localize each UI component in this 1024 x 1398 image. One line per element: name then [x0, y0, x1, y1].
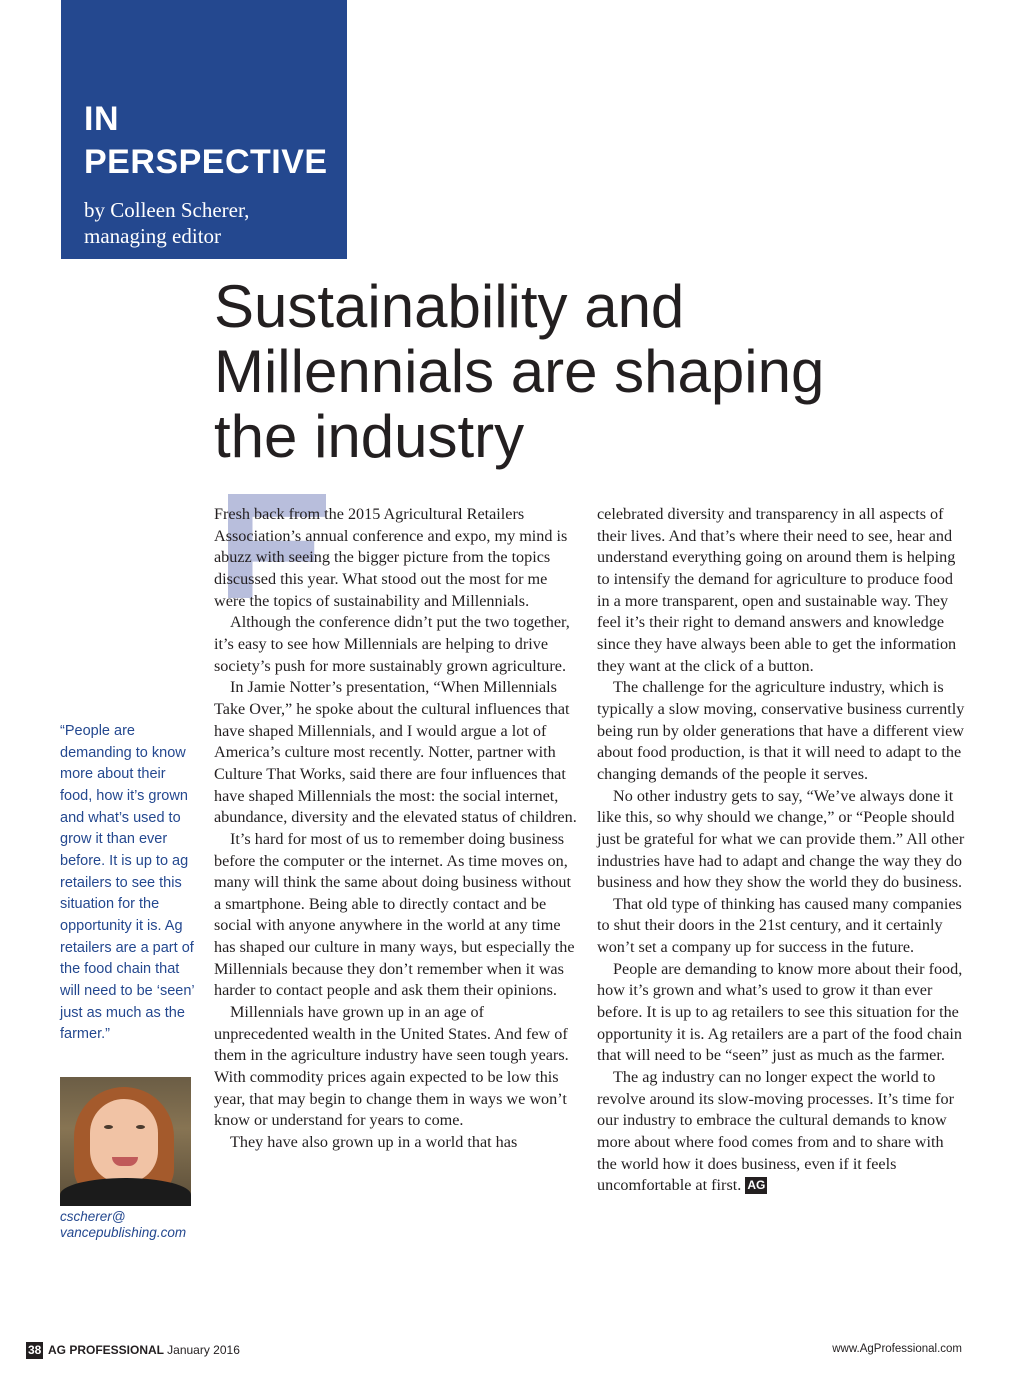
byline-author: by Colleen Scherer,: [84, 198, 250, 222]
email-line2: vancepublishing.com: [60, 1225, 187, 1240]
byline: [84, 197, 347, 249]
paragraph: In Jamie Notter’s presentation, “When Millennials Take Over,” he spoke about the cultural influences that have shaped Millennials, and I would argue a lot of America’s culture most recently. Notter, partner with Culture That Works, said there are four influences that have shaped Millennials the most: the social internet, abundance, diversity and the elevated status of children.: [214, 678, 577, 827]
paragraph: That old type of thinking has caused many companies to shut their doors in the 21st century, and it certainly won’t set a company up for success in the future.: [597, 894, 962, 957]
publication-name: AG PROFESSIONAL: [48, 1343, 164, 1357]
headline-line2: Millennials are shaping: [214, 338, 825, 405]
article-column-1: [214, 504, 582, 1154]
paragraph: [597, 1067, 965, 1197]
section-title-line1: IN: [84, 100, 119, 138]
author-email[interactable]: [60, 1209, 200, 1241]
article-headline: [214, 274, 914, 469]
paragraph: It’s hard for most of us to remember doing business before the computer or the internet. As time moves on, many will think the same about doing business without a smartphone. Being able to directly contact and be social with anyone anywhere in the world at any time has shaped our culture in many ways, but especially the Millennials because they don’t remember when it was harder to contact people and ask them their opinions.: [214, 829, 575, 1000]
paragraph: No other industry gets to say, “We’ve always done it like this, so why should we change,” or “People should just be grateful for what we can provide them.” All other industries have had to adapt and change the way they do business and how they show the world they do business.: [597, 786, 965, 892]
headline-line1: Sustainability and: [214, 273, 685, 340]
section-title: [84, 98, 347, 184]
end-mark-icon: AG: [747, 1178, 766, 1193]
photo-face: [90, 1099, 158, 1183]
paragraph: Although the conference didn’t put the two together, it’s easy to see how Millennials are helping to drive society’s push for more sustainably grown agriculture.: [214, 613, 570, 675]
publication-info: [48, 1343, 240, 1357]
paragraph: People are demanding to know more about their food, how it’s grown and what’s used to grow it than ever before. It is up to ag retailers to see this situation for the opportunity it is. Ag retailers are a part of the food chain that will need to be “seen” just as much as the farmer.: [597, 959, 963, 1065]
headline-line3: the industry: [214, 403, 525, 470]
email-line1: cscherer@: [60, 1209, 126, 1224]
paragraph: Fresh back from the 2015 Agricultural Retailers Association’s annual conference and expo, my mind is abuzz with seeing the bigger picture from the topics discussed this year. What stood out the most for me were the topics of sustainability and Millennials.: [214, 505, 568, 610]
paragraph: They have also grown up in a world that has: [230, 1133, 518, 1152]
paragraph-text: The ag industry can no longer expect the world to revolve around its slow-moving processes. It’s time for our industry to embrace the cultural demands to know more about where food comes from and to share with the world how it does business, even if it feels uncomfortable at first.: [597, 1068, 954, 1195]
article-column-2: [597, 504, 965, 1197]
pull-quote: “People are demanding to know more about their food, how it’s grown and what’s used to grow it than ever before. It is up to ag retailers to see this situation for the opportunity it is. Ag retailers are a part of the food chain that will need to be ‘seen’ just as much as the farmer.”: [60, 723, 195, 1043]
issue-date: January 2016: [167, 1343, 240, 1357]
paragraph: The challenge for the agriculture industry, which is typically a slow moving, conservative business currently being run by older generations that have a different view about food production, is that it will need to adapt to the changing demands of the people it serves.: [597, 678, 965, 783]
section-header: [61, 0, 347, 259]
photo-eye: [104, 1125, 113, 1129]
author-photo: [60, 1077, 191, 1206]
page-footer: [26, 1342, 966, 1360]
section-title-line2: PERSPECTIVE: [84, 143, 328, 181]
photo-shirt: [60, 1178, 191, 1206]
website-link[interactable]: www.AgProfessional.com: [832, 1343, 962, 1355]
page-number: 38: [28, 1343, 42, 1357]
paragraph: celebrated diversity and transparency in all aspects of their lives. And that’s where their need to see, hear and understand everything going on around them is helping to intensify the demand for agriculture to produce food in a more transparent, open and sustainable way. They feel it’s their right to demand answers and knowledge since they have always been able to get the information they want at the click of a button.: [597, 505, 957, 675]
photo-eye: [136, 1125, 145, 1129]
byline-role: managing editor: [84, 224, 222, 248]
paragraph: Millennials have grown up in an age of unprecedented wealth in the United States. And few of them in the agriculture industry have seen tough years. With commodity prices again expected to be low this year, that may begin to change them in ways we won’t know or understand for years to come.: [214, 1003, 569, 1130]
